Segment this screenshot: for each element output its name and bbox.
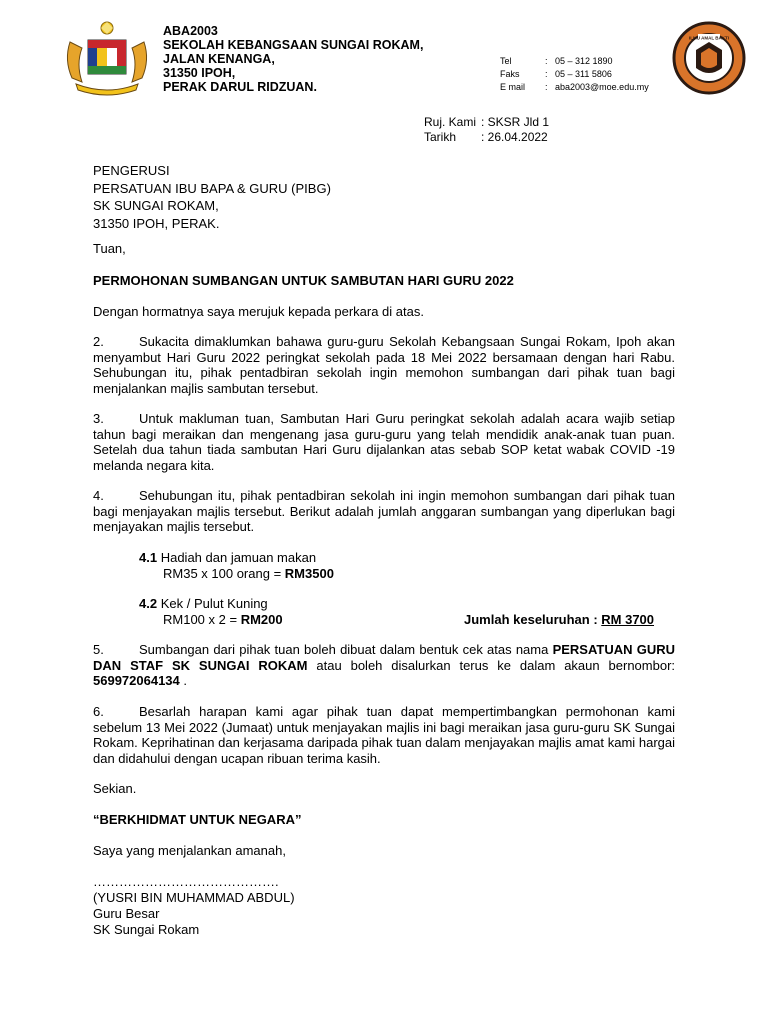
paragraph-3-text: Untuk makluman tuan, Sambutan Hari Guru peringkat sekolah adalah acara wajib setiap tahun bagi meraikan dan mengenang jasa guru-guru yang telah mendidik anak-anak tuan puan. Setelah dua tahun tiada sambutan Hari Guru dijalankan atas sebab SOP ketat wabak COVID -19 melanda negara kita.: [93, 411, 675, 473]
tel-value: 05 – 312 1890: [555, 56, 613, 66]
signature-dots: …………………………………….: [93, 874, 279, 889]
email-separator: :: [545, 82, 548, 92]
item-4-2-number: 4.2: [139, 596, 158, 611]
reference-value: : SKSR Jld 1: [481, 115, 550, 129]
email-value[interactable]: aba2003@moe.edu.my: [555, 82, 649, 92]
tel-label: Tel: [500, 56, 512, 66]
contact-block: [500, 55, 649, 94]
fax-label: Faks: [500, 69, 520, 79]
item-4-1: [139, 550, 334, 581]
paragraph-4-text: Sehubungan itu, pihak pentadbiran sekolah ini ingin memohon sumbangan dari pihak tuan bagi menjayakan majlis tersebut. Berikut adalah jumlah anggaran sumbangan yang diperlukan bagi menjayakan majlis tersebut.: [93, 488, 675, 534]
coat-of-arms-logo: [62, 20, 152, 96]
payee-name: PERSATUAN GURU DAN STAF SK SUNGAI ROKAM: [93, 642, 675, 673]
signatory-name: (YUSRI BIN MUHAMMAD ABDUL): [93, 890, 295, 905]
school-logo-motto: ILMU AMAL BAKTI: [689, 35, 729, 41]
signature-block: [93, 874, 295, 938]
paragraph-5-text-a: Sumbangan dari pihak tuan boleh dibuat dalam bentuk cek atas nama: [139, 642, 553, 657]
item-4-1-amount: RM3500: [284, 565, 334, 581]
date-label: Tarikh: [424, 130, 457, 144]
reference-block: [424, 115, 549, 145]
paragraph-4-number: 4.: [93, 488, 104, 503]
fax-value: 05 – 311 5806: [555, 69, 612, 79]
tel-separator: :: [545, 56, 548, 66]
paragraph-5-text-b: atau boleh disalurkan terus ke dalam akaun bernombor:: [307, 657, 676, 673]
paragraph-6-text: Besarlah harapan kami agar pihak tuan dapat mempertimbangkan permohonan kami sebelum 13 Mei 2022 (Jumaat) untuk menjayakan majlis ini bagi meraikan jasa guru-guru SK Sungai Rokam. Keprihatinan dan kerjasama daripada pihak tuan dalam menjayakan majlis amat kami hargai dan didahului dengan ucapan ribuan terima kasih.: [93, 704, 675, 766]
school-street: JALAN KENANGA,: [163, 52, 275, 66]
paragraph-3: [93, 411, 675, 473]
closing: Sekian.: [93, 781, 137, 796]
trust-line: Saya yang menjalankan amanah,: [93, 843, 286, 858]
paragraph-2-number: 2.: [93, 334, 104, 349]
reference-date: [424, 130, 549, 145]
motto: “BERKHIDMAT UNTUK NEGARA”: [93, 812, 302, 827]
fax-separator: :: [545, 69, 548, 79]
email-label: E mail: [500, 82, 526, 92]
school-state: PERAK DARUL RIDZUAN.: [163, 80, 317, 94]
total-amount: [464, 612, 654, 628]
account-number: 569972064134: [93, 673, 180, 688]
recipient-line-1: PENGERUSI: [93, 163, 170, 178]
total-value: RM 3700: [601, 612, 655, 627]
salutation: Tuan,: [93, 241, 126, 256]
item-4-1-number: 4.1: [139, 550, 158, 565]
paragraph-2-text: Sukacita dimaklumkan bahawa guru-guru Sekolah Kebangsaan Sungai Rokam, Ipoh akan menyambut Hari Guru 2022 peringkat sekolah pada 18 Mei 2022 bersamaan dengan hari Rabu. Sehubungan itu, pihak pentadbiran sekolah ingin memohon sumbangan dari pihak tuan bagi menjalankan majlis sambutan tersebut.: [93, 334, 675, 396]
paragraph-5: [93, 642, 675, 689]
reference-label: Ruj. Kami: [424, 115, 477, 129]
recipient-line-3: SK SUNGAI ROKAM,: [93, 198, 219, 213]
school-logo: [668, 20, 750, 96]
school-code: ABA2003: [163, 24, 218, 38]
recipient-line-4: 31350 IPOH, PERAK.: [93, 215, 220, 231]
school-postcode-city: 31350 IPOH,: [163, 66, 236, 80]
recipient-address: [93, 162, 331, 232]
opening-line: Dengan hormatnya saya merujuk kepada perkara di atas.: [93, 304, 424, 319]
paragraph-6-number: 6.: [93, 704, 104, 719]
total-label: Jumlah keseluruhan :: [464, 612, 602, 627]
signatory-title: Guru Besar: [93, 906, 160, 921]
paragraph-4: [93, 488, 675, 535]
item-4-1-calc: RM35 x 100 orang =: [163, 565, 285, 581]
paragraph-6: [93, 704, 675, 766]
contact-email: [500, 81, 649, 94]
paragraph-5-number: 5.: [93, 642, 104, 657]
item-4-2-amount: RM200: [240, 611, 283, 627]
paragraph-3-number: 3.: [93, 411, 104, 426]
paragraph-2: [93, 334, 675, 396]
paragraph-5-text-c: .: [179, 673, 187, 688]
item-4-2-calc: RM100 x 2 =: [163, 611, 241, 627]
date-value: : 26.04.2022: [481, 130, 548, 144]
contact-fax: [500, 68, 649, 81]
signatory-school: SK Sungai Rokam: [93, 922, 200, 937]
item-4-2-label: Kek / Pulut Kuning: [160, 596, 268, 611]
subject-line: PERMOHONAN SUMBANGAN UNTUK SAMBUTAN HARI GURU 2022: [93, 273, 514, 288]
school-name: SEKOLAH KEBANGSAAN SUNGAI ROKAM,: [163, 38, 424, 52]
item-4-1-label: Hadiah dan jamuan makan: [160, 550, 317, 565]
item-4-2: [139, 596, 283, 627]
reference-number: [424, 115, 549, 130]
recipient-line-2: PERSATUAN IBU BAPA & GURU (PIBG): [93, 180, 331, 196]
contact-tel: [500, 55, 649, 68]
letterhead: [163, 24, 423, 94]
